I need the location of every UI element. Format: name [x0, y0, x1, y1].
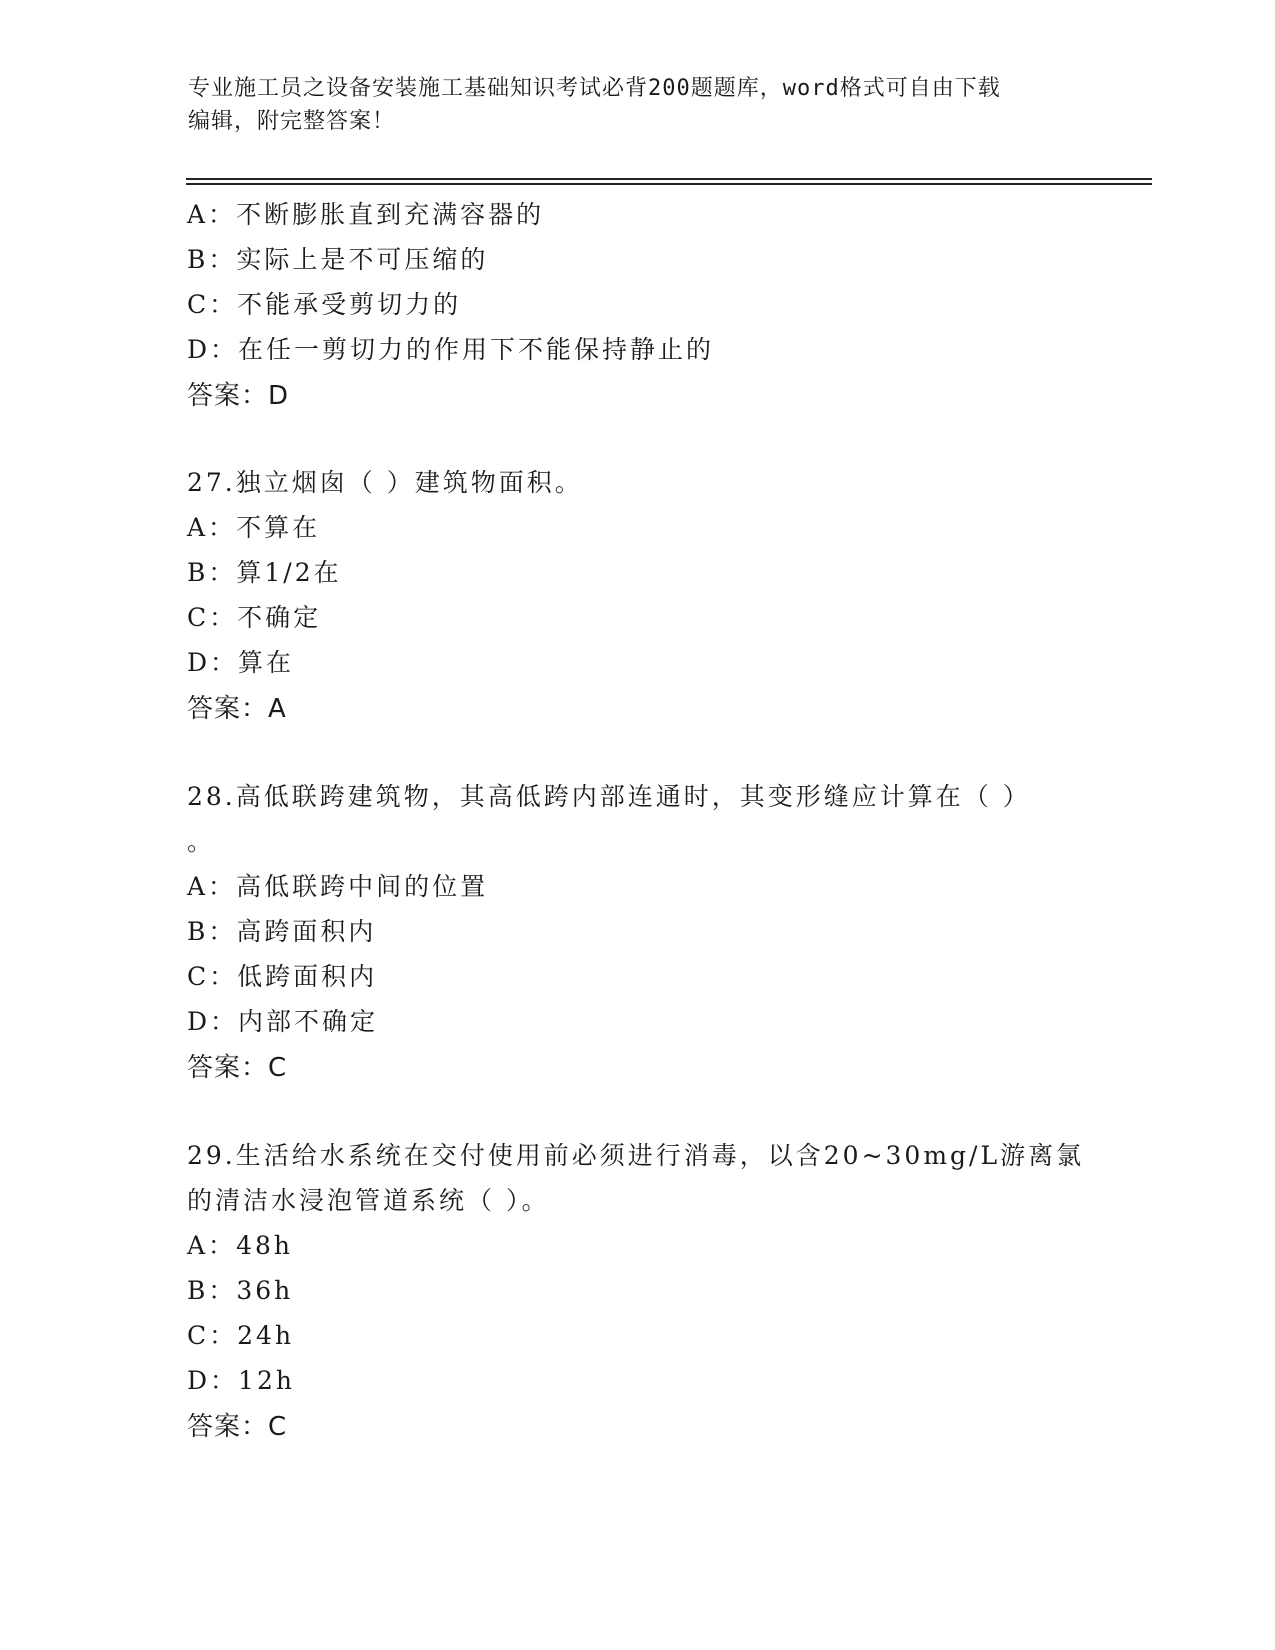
document-header — [188, 72, 1088, 138]
q26-answer: 答案：D — [187, 381, 290, 411]
q26-option-b: B：实际上是不可压缩的 — [187, 245, 489, 274]
q27-question: 27.独立烟囱（ ）建筑物面积。 — [187, 468, 583, 497]
header-line-2: 编辑，附完整答案！ — [188, 109, 396, 134]
q27-option-c: C：不确定 — [187, 603, 322, 632]
q28-answer: 答案：C — [187, 1053, 288, 1083]
q29-question-line-1: 29.生活给水系统在交付使用前必须进行消毒，以含20~30mg/L游离氯 — [187, 1141, 1085, 1170]
q28-option-b: B：高跨面积内 — [187, 917, 377, 946]
q28-option-d: D：内部不确定 — [187, 1007, 379, 1036]
q29-option-a: A：48h — [187, 1231, 293, 1260]
header-divider-bottom — [186, 183, 1152, 185]
q29-option-c: C：24h — [187, 1321, 295, 1350]
q28-option-c: C：低跨面积内 — [187, 962, 378, 991]
q29-option-b: B：36h — [187, 1276, 294, 1305]
q27-option-d: D：算在 — [187, 648, 295, 677]
q28-option-a: A：高低联跨中间的位置 — [187, 872, 489, 901]
q26-option-c: C：不能承受剪切力的 — [187, 290, 462, 319]
q26-option-d: D：在任一剪切力的作用下不能保持静止的 — [187, 335, 715, 364]
q28-question-line-1: 28.高低联跨建筑物，其高低跨内部连通时，其变形缝应计算在（ ） — [187, 782, 1031, 811]
q28-question-line-2: 。 — [187, 827, 216, 856]
q26-option-a: A：不断膨胀直到充满容器的 — [187, 200, 545, 229]
q27-option-a: A：不算在 — [187, 513, 321, 542]
q27-answer: 答案：A — [187, 694, 287, 724]
q29-option-d: D：12h — [187, 1366, 295, 1395]
q29-question-line-2: 的清洁水浸泡管道系统（ ）。 — [187, 1186, 550, 1215]
header-divider-top — [186, 178, 1152, 180]
q27-option-b: B：算1/2在 — [187, 558, 342, 587]
q29-answer: 答案：C — [187, 1412, 288, 1442]
header-line-1: 专业施工员之设备安装施工基础知识考试必背200题题库，word格式可自由下载 — [188, 76, 1001, 101]
